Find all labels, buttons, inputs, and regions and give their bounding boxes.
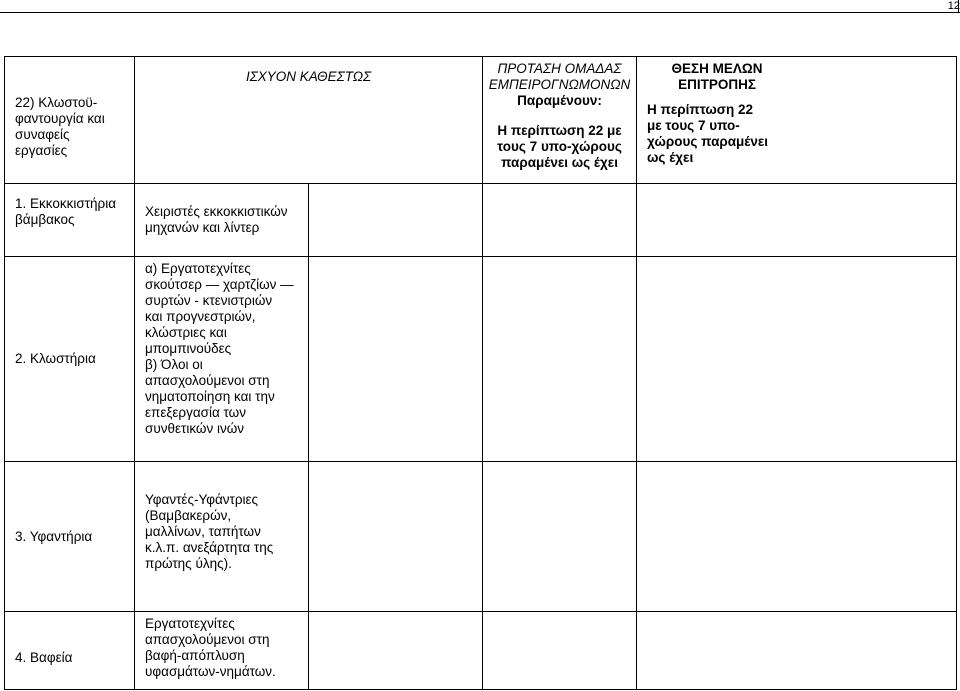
row-name-line: 3. Υφαντήρια (15, 528, 93, 544)
row-desc-line: υφασμάτων-νημάτων. (145, 664, 276, 679)
empty-cell (637, 462, 957, 612)
section-title-line: φαντουργία και (15, 111, 105, 126)
row-desc-line: συρτών - κτενιστριών (145, 293, 273, 308)
proposal-remain: Παραμένουν: (517, 93, 602, 108)
section-title-line: συναφείς εργασίες (15, 127, 70, 158)
empty-cell (483, 184, 637, 257)
header-rule (0, 12, 960, 14)
row-name-line: 4. Βαφεία (15, 650, 73, 665)
row-desc-line: απασχολούμενοι στη (145, 373, 270, 388)
empty-cell (309, 462, 483, 612)
row-desc-line: βαφή-απόπλυση (145, 648, 245, 663)
status-label: ΙΣΧΥΟΝ ΚΑΘΕΣΤΩΣ (245, 69, 372, 84)
status-label-cell (135, 57, 483, 184)
row-desc-line: απασχολούμενοι στη (145, 632, 270, 647)
row-desc-line: επεξεργασία των (145, 405, 246, 420)
proposal-title-line: ΠΡΟΤΑΣΗ ΟΜΑΔΑΣ (497, 61, 622, 76)
page-number: 12 (947, 0, 960, 12)
proposal-title-line: ΕΜΠΕΙΡΟΓΝΩΜΟΝΩΝ (488, 77, 631, 92)
committee-case-line: ως έχει (647, 150, 694, 165)
row-desc-line: (Βαμβακερών, (145, 508, 232, 523)
committee-title-line: ΘΕΣΗ ΜΕΛΩΝ (671, 61, 763, 76)
row-desc-cell (135, 257, 309, 462)
row-name-line: βάμβακος (15, 212, 75, 227)
empty-cell (637, 257, 957, 462)
proposal-case-line: Η περίπτωση 22 με (497, 123, 622, 138)
row-desc-line: Εργατοτεχνίτες (145, 616, 235, 631)
row-desc-line: μαλλίνων, ταπήτων (145, 524, 261, 539)
row-name-cell (5, 462, 135, 612)
empty-cell (309, 184, 483, 257)
classification-table (4, 56, 957, 690)
committee-case-line: με τους 7 υπο- (647, 118, 740, 133)
row-name-cell (5, 257, 135, 462)
empty-cell (483, 257, 637, 462)
row-name-cell (5, 184, 135, 257)
row-desc-line: κλώστριες και (145, 325, 227, 340)
row-desc-cell (135, 462, 309, 612)
row-desc-cell (135, 612, 309, 690)
committee-title-line: ΕΠΙΤΡΟΠΗΣ (678, 77, 756, 92)
row-desc-line: β) Όλοι οι (145, 357, 203, 372)
row-desc-cell (135, 184, 309, 257)
empty-cell (637, 184, 957, 257)
row-desc-line: πρώτης ύλης). (145, 556, 232, 571)
committee-case-line: χώρους παραμένει (647, 134, 769, 149)
table-row (5, 184, 957, 257)
table-row (5, 257, 957, 462)
row-desc-line: μηχανών και λίντερ (145, 220, 260, 235)
proposal-cell (483, 57, 637, 184)
section-title-cell (5, 57, 135, 184)
row-desc-line: Χειριστές εκκοκκιστικών (145, 204, 288, 219)
empty-cell (309, 612, 483, 690)
row-desc-line: μπομπινούδες (145, 341, 232, 356)
row-name-line: 2. Κλωστήρια (15, 351, 96, 366)
empty-cell (483, 612, 637, 690)
empty-cell (637, 612, 957, 690)
proposal-case-line: τους 7 υπο-χώρους (497, 139, 622, 154)
row-desc-line: Υφαντές-Υφάντριες (145, 492, 259, 507)
row-desc-line: α) Εργατοτεχνίτες (145, 261, 251, 276)
row-desc-line: νηματοποίηση και την (145, 389, 275, 404)
row-desc-line: συνθετικών ινών (145, 421, 244, 436)
row-desc-line: σκούτσερ — χαρτζίων — (145, 277, 294, 292)
proposal-case-line: παραμένει ως έχει (501, 155, 618, 170)
table-row (5, 462, 957, 612)
table-header-row (5, 57, 957, 184)
row-desc-line: κ.λ.π. ανεξάρτητα της (145, 540, 274, 555)
committee-cell (637, 57, 957, 184)
row-name-line: 1. Εκκοκκιστήρια (15, 196, 117, 211)
row-name-cell (5, 612, 135, 690)
empty-cell (309, 257, 483, 462)
section-title-line: 22) Κλωστοϋ- (15, 95, 98, 110)
table-row (5, 612, 957, 690)
empty-cell (483, 462, 637, 612)
row-desc-line: και προγνεστριών, (145, 309, 256, 324)
committee-case-line: Η περίπτωση 22 (647, 102, 753, 117)
